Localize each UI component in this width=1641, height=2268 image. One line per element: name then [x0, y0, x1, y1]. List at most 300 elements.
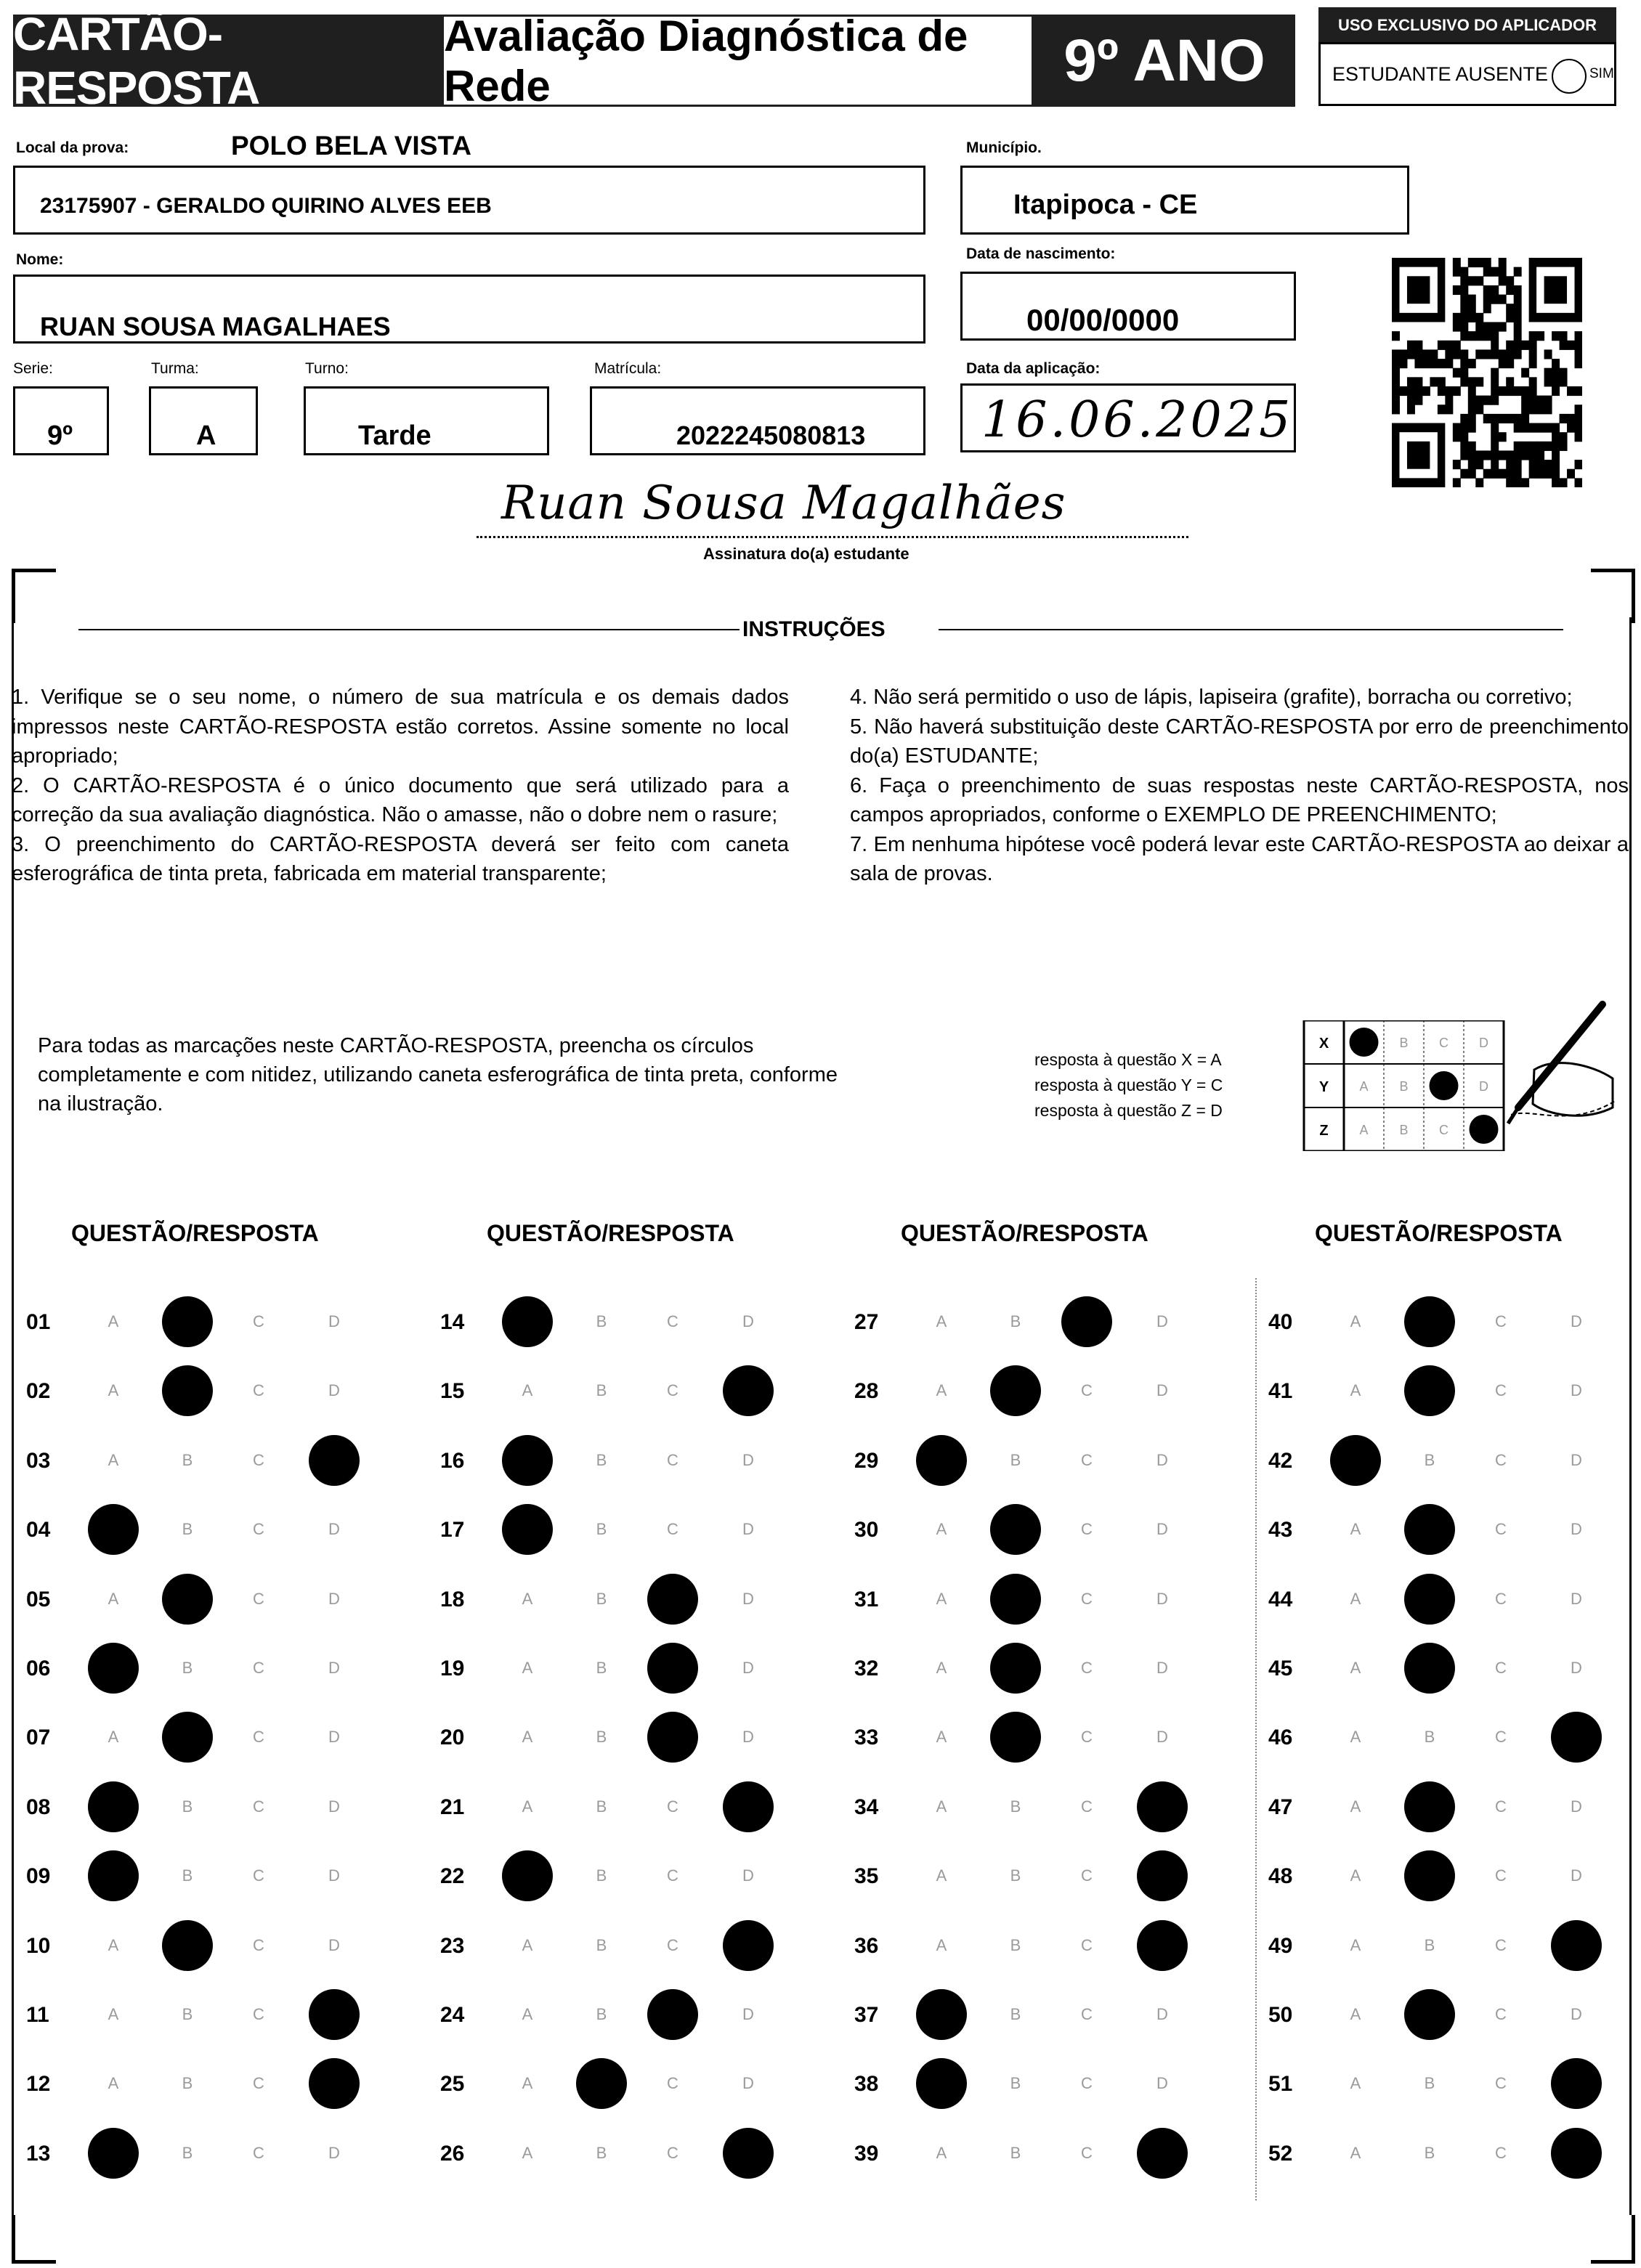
answer-bubble-letter: D [1156, 1520, 1168, 1539]
answer-bubble-letter: B [1010, 1450, 1021, 1469]
answer-bubble-b[interactable] [576, 2128, 627, 2179]
answer-bubble-b[interactable] [990, 1989, 1041, 2040]
answer-bubble-c[interactable] [647, 1504, 698, 1555]
qr-module [1529, 377, 1537, 386]
answer-bubble-letter: C [1495, 1450, 1507, 1469]
example-legend-z: resposta à questão Z = D [1034, 1101, 1223, 1120]
answer-bubble-c[interactable] [233, 1989, 284, 2040]
answer-bubble-a[interactable] [88, 1296, 139, 1347]
answer-bubble-d[interactable] [1551, 1781, 1602, 1832]
answer-bubble-b[interactable] [1404, 1574, 1455, 1625]
answer-bubble-letter: C [253, 1520, 264, 1539]
answer-bubble-a[interactable] [88, 1504, 139, 1555]
answer-bubble-d[interactable] [723, 1920, 774, 1971]
column-header-4: QUESTÃO/RESPOSTA [1315, 1220, 1563, 1246]
answer-bubble-a[interactable] [88, 1435, 139, 1486]
answer-bubble-letter: D [328, 2143, 340, 2162]
answer-bubble-letter: C [1495, 1935, 1507, 1954]
answer-bubble-a[interactable] [88, 2058, 139, 2109]
answer-bubble-b[interactable] [576, 1781, 627, 1832]
answer-bubble-b[interactable] [1404, 2058, 1455, 2109]
answer-bubble-b[interactable] [1404, 1504, 1455, 1555]
instruction-3: 3. O preenchimento do CARTÃO-RESPOSTA deverá ser feito com caneta esferográfica de tinta preta, fabricada em material transparente; [12, 832, 789, 885]
qr-module [1552, 460, 1560, 469]
question-row [854, 2054, 1232, 2113]
answer-bubble-a[interactable] [916, 1504, 967, 1555]
qr-module [1491, 442, 1499, 451]
answer-bubble-d[interactable] [723, 1296, 774, 1347]
answer-bubble-d[interactable] [723, 1504, 774, 1555]
answer-bubble-b[interactable] [1404, 1712, 1455, 1763]
answer-bubble-c[interactable] [1061, 2058, 1112, 2109]
qr-module [1475, 349, 1483, 359]
question-row [26, 1431, 404, 1489]
answer-bubble-c[interactable] [1061, 1712, 1112, 1763]
column-header-2: QUESTÃO/RESPOSTA [487, 1220, 734, 1246]
answer-bubble-d[interactable] [723, 2058, 774, 2109]
answer-bubble-c[interactable] [647, 1920, 698, 1971]
answer-bubble-a[interactable] [502, 1920, 553, 1971]
school-value: 23175907 - GERALDO QUIRINO ALVES EEB [40, 194, 492, 218]
answer-bubble-b[interactable] [576, 1435, 627, 1486]
answer-bubble-d[interactable] [723, 1574, 774, 1625]
answer-bubble-b[interactable] [1404, 2128, 1455, 2179]
answer-bubble-c[interactable] [1475, 1504, 1526, 1555]
frame-corner-tl [12, 569, 56, 623]
answer-bubble-a[interactable] [1330, 1643, 1381, 1694]
answer-bubble-d[interactable] [309, 1504, 360, 1555]
answer-bubble-letter: A [522, 1797, 533, 1816]
qr-finder [1407, 442, 1430, 469]
answer-bubble-d[interactable] [1137, 1781, 1188, 1832]
answer-bubble-a[interactable] [502, 1365, 553, 1416]
answer-bubble-d[interactable] [309, 1296, 360, 1347]
qr-module [1514, 478, 1522, 487]
answer-bubble-d[interactable] [309, 1435, 360, 1486]
answer-bubble-d[interactable] [1137, 1712, 1188, 1763]
qr-module [1514, 442, 1522, 451]
answer-bubble-d[interactable] [309, 1365, 360, 1416]
answer-bubble-c[interactable] [1475, 1989, 1526, 2040]
answer-bubble-d[interactable] [1551, 2128, 1602, 2179]
answer-bubble-d[interactable] [309, 2058, 360, 2109]
answer-bubble-a[interactable] [502, 1574, 553, 1625]
answer-bubble-letter: C [667, 1797, 678, 1816]
answer-bubble-c[interactable] [1061, 1504, 1112, 1555]
qr-module [1407, 349, 1415, 359]
answer-bubble-c[interactable] [647, 1574, 698, 1625]
answer-bubble-b[interactable] [576, 1296, 627, 1347]
answer-bubble-letter: B [596, 1797, 607, 1816]
answer-bubble-a[interactable] [1330, 1712, 1381, 1763]
example-option-letter: B [1399, 1036, 1409, 1050]
answer-bubble-a[interactable] [1330, 1920, 1381, 1971]
answer-bubble-d[interactable] [723, 1989, 774, 2040]
answer-bubble-letter: A [936, 1381, 947, 1400]
answer-bubble-b[interactable] [576, 1850, 627, 1901]
question-row [854, 1639, 1232, 1697]
answer-bubble-c[interactable] [233, 1781, 284, 1832]
answer-bubble-c[interactable] [647, 1712, 698, 1763]
qr-module [1506, 304, 1514, 313]
answer-bubble-a[interactable] [88, 2128, 139, 2179]
answer-bubble-a[interactable] [1330, 1574, 1381, 1625]
answer-bubble-a[interactable] [916, 1296, 967, 1347]
question-number: 08 [26, 1795, 51, 1819]
answer-bubble-letter: C [1081, 1866, 1093, 1885]
answer-bubble-b[interactable] [162, 1850, 213, 1901]
answer-bubble-letter: D [742, 1312, 754, 1330]
answer-bubble-b[interactable] [162, 1643, 213, 1694]
answer-bubble-a[interactable] [502, 1850, 553, 1901]
answer-bubble-d[interactable] [1551, 2058, 1602, 2109]
answer-bubble-letter: A [936, 1935, 947, 1954]
qr-module [1491, 341, 1499, 350]
answer-bubble-letter: D [742, 1450, 754, 1469]
answer-bubble-b[interactable] [576, 2058, 627, 2109]
question-row [440, 1778, 818, 1836]
answer-bubble-d[interactable] [1137, 1643, 1188, 1694]
qr-module [1552, 478, 1560, 487]
answer-bubble-c[interactable] [1475, 1296, 1526, 1347]
answer-bubble-a[interactable] [502, 1296, 553, 1347]
answer-bubble-b[interactable] [990, 1850, 1041, 1901]
answer-bubble-c[interactable] [1061, 1574, 1112, 1625]
answer-bubble-c[interactable] [1061, 1365, 1112, 1416]
question-number: 10 [26, 1933, 51, 1958]
answer-bubble-a[interactable] [502, 1989, 553, 2040]
answer-bubble-d[interactable] [309, 1920, 360, 1971]
answer-bubble-d[interactable] [1137, 1504, 1188, 1555]
answer-bubble-c[interactable] [233, 1504, 284, 1555]
answer-bubble-c[interactable] [1475, 1920, 1526, 1971]
question-number: 22 [440, 1864, 465, 1889]
answer-bubble-d[interactable] [309, 2128, 360, 2179]
answer-bubble-c[interactable] [1475, 1781, 1526, 1832]
question-row [854, 1708, 1232, 1766]
answer-bubble-c[interactable] [647, 1296, 698, 1347]
example-row-label: X [1318, 1036, 1329, 1052]
answer-bubble-c[interactable] [233, 2058, 284, 2109]
answer-bubble-a[interactable] [916, 1643, 967, 1694]
question-row [854, 1847, 1232, 1905]
qr-module [1407, 405, 1415, 414]
qr-module [1407, 396, 1415, 405]
answer-bubble-a[interactable] [1330, 2058, 1381, 2109]
answer-bubble-a[interactable] [502, 1504, 553, 1555]
answer-bubble-d[interactable] [1551, 1989, 1602, 2040]
answer-bubble-c[interactable] [647, 1365, 698, 1416]
answer-bubble-d[interactable] [723, 1712, 774, 1763]
example-legend-y: resposta à questão Y = C [1034, 1076, 1223, 1094]
answer-bubble-b[interactable] [990, 1574, 1041, 1625]
answer-bubble-c[interactable] [1475, 1435, 1526, 1486]
answer-bubble-c[interactable] [1475, 1365, 1526, 1416]
answer-bubble-d[interactable] [1551, 1643, 1602, 1694]
question-number: 04 [26, 1518, 51, 1543]
answer-bubble-c[interactable] [1061, 1435, 1112, 1486]
answer-bubble-letter: B [1424, 1935, 1435, 1954]
answer-bubble-b[interactable] [1404, 1643, 1455, 1694]
answer-bubble-d[interactable] [1551, 1920, 1602, 1971]
answer-bubble-d[interactable] [1137, 1296, 1188, 1347]
answer-bubble-a[interactable] [916, 1365, 967, 1416]
qr-module [1445, 396, 1453, 405]
answer-bubble-a[interactable] [916, 1712, 967, 1763]
qr-module [1506, 359, 1514, 368]
answer-bubble-a[interactable] [502, 1781, 553, 1832]
answer-bubble-b[interactable] [990, 2058, 1041, 2109]
answer-bubble-b[interactable] [1404, 1850, 1455, 1901]
answer-bubble-c[interactable] [1061, 1781, 1112, 1832]
answer-bubble-c[interactable] [233, 1920, 284, 1971]
answer-bubble-d[interactable] [1137, 2058, 1188, 2109]
qr-module [1521, 368, 1529, 378]
answer-bubble-d[interactable] [723, 1643, 774, 1694]
answer-bubble-d[interactable] [1551, 1504, 1602, 1555]
answer-bubble-b[interactable] [162, 1365, 213, 1416]
answer-bubble-c[interactable] [1475, 1574, 1526, 1625]
answer-bubble-b[interactable] [1404, 1365, 1455, 1416]
answer-bubble-b[interactable] [162, 1920, 213, 1971]
answer-bubble-b[interactable] [1404, 1296, 1455, 1347]
answer-bubble-a[interactable] [916, 1574, 967, 1625]
aplicacao-field [960, 383, 1296, 452]
answer-bubble-letter: C [253, 1797, 264, 1816]
column-divider-4 [1255, 1278, 1257, 2200]
answer-bubble-b[interactable] [1404, 1781, 1455, 1832]
answer-bubble-b[interactable] [1404, 1435, 1455, 1486]
answer-bubble-letter: B [1424, 1728, 1435, 1747]
question-row [854, 1917, 1232, 1975]
qr-module [1567, 341, 1575, 350]
answer-bubble-d[interactable] [309, 1781, 360, 1832]
answer-bubble-a[interactable] [88, 1920, 139, 1971]
answer-bubble-a[interactable] [1330, 2128, 1381, 2179]
answer-bubble-letter: D [1571, 2005, 1582, 2023]
answer-bubble-c[interactable] [1475, 1712, 1526, 1763]
nascimento-value: 00/00/0000 [1026, 303, 1180, 337]
answer-bubble-c[interactable] [1475, 1850, 1526, 1901]
answer-bubble-b[interactable] [162, 1989, 213, 2040]
answer-bubble-b[interactable] [990, 1920, 1041, 1971]
qr-module [1575, 331, 1582, 341]
answer-bubble-a[interactable] [502, 1435, 553, 1486]
answer-bubble-d[interactable] [1551, 1574, 1602, 1625]
answer-bubble-d[interactable] [1137, 2128, 1188, 2179]
answer-bubble-a[interactable] [1330, 1850, 1381, 1901]
answer-bubble-d[interactable] [309, 1574, 360, 1625]
answer-bubble-d[interactable] [723, 1435, 774, 1486]
answer-bubble-c[interactable] [1061, 1296, 1112, 1347]
question-number: 44 [1268, 1587, 1293, 1611]
answer-bubble-letter: B [596, 1312, 607, 1330]
answer-bubble-b[interactable] [162, 2128, 213, 2179]
answer-bubble-d[interactable] [1137, 1365, 1188, 1416]
answer-bubble-d[interactable] [309, 1850, 360, 1901]
answer-bubble-a[interactable] [88, 1850, 139, 1901]
answer-bubble-a[interactable] [502, 1712, 553, 1763]
answer-bubble-c[interactable] [1475, 2058, 1526, 2109]
question-number: 43 [1268, 1518, 1293, 1543]
answer-bubble-a[interactable] [916, 2128, 967, 2179]
answer-bubble-a[interactable] [916, 1920, 967, 1971]
answer-bubble-letter: A [1350, 1935, 1361, 1954]
answer-bubble-c[interactable] [1475, 1643, 1526, 1694]
answer-bubble-b[interactable] [162, 1504, 213, 1555]
qr-module [1438, 386, 1446, 396]
answer-bubble-b[interactable] [1404, 1989, 1455, 2040]
answer-bubble-c[interactable] [1061, 1920, 1112, 1971]
answer-bubble-letter: D [328, 1589, 340, 1608]
answer-bubble-c[interactable] [233, 2128, 284, 2179]
answer-bubble-c[interactable] [233, 1435, 284, 1486]
answer-bubble-b[interactable] [576, 1643, 627, 1694]
answer-bubble-d[interactable] [1551, 1712, 1602, 1763]
qr-module [1514, 414, 1522, 423]
answer-bubble-a[interactable] [88, 1781, 139, 1832]
answer-bubble-b[interactable] [162, 1781, 213, 1832]
answer-bubble-b[interactable] [162, 1712, 213, 1763]
answer-bubble-b[interactable] [162, 1296, 213, 1347]
answer-bubble-d[interactable] [309, 1643, 360, 1694]
answer-bubble-d[interactable] [1137, 1989, 1188, 2040]
answer-bubble-a[interactable] [1330, 1781, 1381, 1832]
answer-bubble-d[interactable] [723, 2128, 774, 2179]
answer-bubble-d[interactable] [309, 1712, 360, 1763]
answer-bubble-letter: A [108, 1450, 119, 1469]
answer-bubble-d[interactable] [723, 1781, 774, 1832]
answer-bubble-a[interactable] [88, 1365, 139, 1416]
answer-bubble-c[interactable] [647, 1643, 698, 1694]
answer-bubble-b[interactable] [990, 1296, 1041, 1347]
qr-module [1499, 267, 1507, 277]
answer-bubble-b[interactable] [162, 1435, 213, 1486]
example-option-letter: C [1439, 1123, 1448, 1137]
question-row [854, 1985, 1232, 2044]
answer-bubble-a[interactable] [502, 2058, 553, 2109]
answer-bubble-d[interactable] [723, 1850, 774, 1901]
answer-bubble-d[interactable] [1137, 1920, 1188, 1971]
answer-bubble-a[interactable] [502, 2128, 553, 2179]
answer-bubble-c[interactable] [647, 1850, 698, 1901]
answer-bubble-b[interactable] [990, 1504, 1041, 1555]
answer-bubble-b[interactable] [990, 1435, 1041, 1486]
answer-bubble-letter: A [936, 1659, 947, 1677]
answer-bubble-d[interactable] [1551, 1296, 1602, 1347]
answer-bubble-c[interactable] [233, 1712, 284, 1763]
answer-bubble-b[interactable] [576, 1574, 627, 1625]
answer-bubble-c[interactable] [647, 2128, 698, 2179]
answer-bubble-a[interactable] [916, 1781, 967, 1832]
answer-bubble-d[interactable] [1551, 1365, 1602, 1416]
answer-bubble-c[interactable] [647, 1989, 698, 2040]
answer-bubble-letter: C [1495, 1381, 1507, 1400]
answer-bubble-letter: C [253, 1589, 264, 1608]
answer-bubble-d[interactable] [1137, 1435, 1188, 1486]
answer-bubble-c[interactable] [233, 1850, 284, 1901]
answer-bubble-b[interactable] [162, 1574, 213, 1625]
answer-bubble-letter: C [667, 2074, 678, 2093]
qr-module [1544, 405, 1552, 414]
answer-bubble-c[interactable] [233, 1574, 284, 1625]
answer-bubble-d[interactable] [1137, 1850, 1188, 1901]
answer-bubble-d[interactable] [723, 1365, 774, 1416]
answer-bubble-a[interactable] [502, 1643, 553, 1694]
answer-bubble-d[interactable] [1551, 1850, 1602, 1901]
qr-module [1552, 377, 1560, 386]
answer-bubble-b[interactable] [990, 1712, 1041, 1763]
answer-bubble-letter: C [1495, 1520, 1507, 1539]
example-option-letter: D [1479, 1036, 1488, 1050]
answer-bubble-a[interactable] [916, 2058, 967, 2109]
answer-bubble-a[interactable] [916, 1435, 967, 1486]
answer-bubble-b[interactable] [162, 2058, 213, 2109]
answer-bubble-c[interactable] [1475, 2128, 1526, 2179]
answer-bubble-letter: D [1156, 1450, 1168, 1469]
answer-bubble-a[interactable] [88, 1643, 139, 1694]
answer-bubble-c[interactable] [1061, 1989, 1112, 2040]
serie-value: 9º [47, 420, 73, 451]
answer-bubble-b[interactable] [576, 1365, 627, 1416]
answer-bubble-a[interactable] [88, 1712, 139, 1763]
question-row [1268, 1293, 1641, 1351]
answer-bubble-c[interactable] [647, 2058, 698, 2109]
answer-bubble-d[interactable] [1137, 1574, 1188, 1625]
answer-bubble-a[interactable] [916, 1850, 967, 1901]
qr-module [1521, 450, 1529, 460]
answer-bubble-b[interactable] [1404, 1920, 1455, 1971]
answer-bubble-a[interactable] [916, 1989, 967, 2040]
answer-bubble-d[interactable] [309, 1989, 360, 2040]
answer-bubble-c[interactable] [1061, 1643, 1112, 1694]
qr-module [1475, 377, 1483, 386]
qr-module [1468, 258, 1476, 267]
answer-bubble-a[interactable] [1330, 1504, 1381, 1555]
answer-bubble-b[interactable] [576, 1712, 627, 1763]
answer-bubble-b[interactable] [576, 1989, 627, 2040]
answer-bubble-c[interactable] [233, 1365, 284, 1416]
answer-bubble-b[interactable] [576, 1920, 627, 1971]
qr-module [1560, 377, 1568, 386]
answer-bubble-a[interactable] [1330, 1989, 1381, 2040]
answer-bubble-b[interactable] [990, 2128, 1041, 2179]
qr-module [1392, 331, 1400, 341]
answer-bubble-a[interactable] [1330, 1435, 1381, 1486]
grade-badge: 9º ANO [1034, 15, 1295, 107]
answer-bubble-a[interactable] [1330, 1365, 1381, 1416]
qr-module [1460, 313, 1468, 322]
qr-module [1514, 423, 1522, 433]
answer-bubble-letter: C [253, 2005, 264, 2023]
answer-bubble-c[interactable] [233, 1643, 284, 1694]
answer-bubble-a[interactable] [88, 1574, 139, 1625]
answer-bubble-b[interactable] [990, 1643, 1041, 1694]
answer-bubble-a[interactable] [88, 1989, 139, 2040]
answer-bubble-c[interactable] [233, 1296, 284, 1347]
answer-bubble-d[interactable] [1551, 1435, 1602, 1486]
answer-bubble-b[interactable] [990, 1365, 1041, 1416]
answer-bubble-c[interactable] [647, 1781, 698, 1832]
answer-bubble-c[interactable] [1061, 1850, 1112, 1901]
answer-bubble-a[interactable] [1330, 1296, 1381, 1347]
answer-bubble-c[interactable] [1061, 2128, 1112, 2179]
local-label: Local da prova: [16, 139, 129, 156]
answer-bubble-b[interactable] [990, 1781, 1041, 1832]
answer-bubble-c[interactable] [647, 1435, 698, 1486]
absent-checkbox[interactable] [1552, 59, 1587, 94]
answer-bubble-b[interactable] [576, 1504, 627, 1555]
